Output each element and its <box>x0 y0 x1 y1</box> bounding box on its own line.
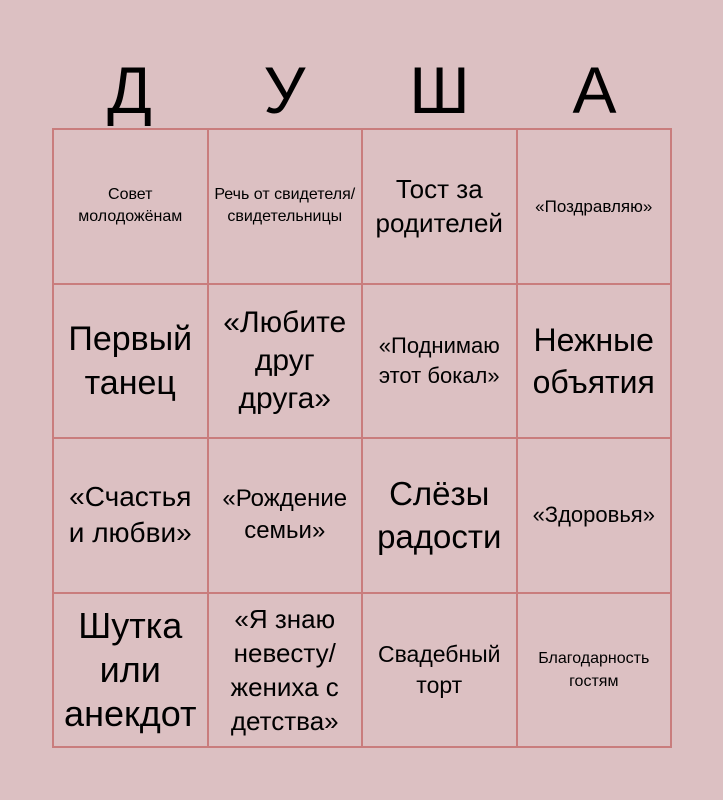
cell-label: Тост за родителей <box>375 174 503 239</box>
bingo-cell[interactable] <box>208 284 363 439</box>
cell-label: «Поздравляю» <box>535 196 653 216</box>
cell-label: Первый танец <box>68 319 193 402</box>
bingo-cell[interactable] <box>362 284 517 439</box>
bingo-cell[interactable] <box>517 438 672 593</box>
cell-label: Совет молодожёнам <box>78 186 183 226</box>
bingo-cell[interactable] <box>517 129 672 284</box>
bingo-cell[interactable] <box>517 593 672 748</box>
bingo-cell[interactable] <box>362 438 517 593</box>
cell-label: Слёзы радости <box>377 475 502 556</box>
cell-label: Нежные объятия <box>532 321 655 400</box>
bingo-cell[interactable] <box>53 284 208 439</box>
cell-label: Шутка или анекдот <box>64 604 197 734</box>
bingo-cell[interactable] <box>208 129 363 284</box>
bingo-cell[interactable] <box>53 129 208 284</box>
cell-label: «Поднимаю этот бокал» <box>378 332 500 388</box>
title-letter: У <box>263 53 306 127</box>
bingo-board <box>52 128 672 748</box>
card-title <box>52 52 672 128</box>
cell-label: Речь от свидетеля/ свидетельницы <box>214 186 356 226</box>
bingo-cell[interactable] <box>208 593 363 748</box>
cell-label: «Рождение семьи» <box>222 485 348 545</box>
title-letter: А <box>572 53 617 127</box>
bingo-cell[interactable] <box>208 438 363 593</box>
bingo-cell[interactable] <box>362 593 517 748</box>
cell-label: «Счастья и любви» <box>68 481 192 549</box>
title-letter: Д <box>107 53 152 127</box>
bingo-cell[interactable] <box>53 438 208 593</box>
bingo-cell[interactable] <box>517 284 672 439</box>
cell-label: «Я знаю невесту/ жениха с детства» <box>230 603 339 736</box>
cell-label: Благодарность гостям <box>538 649 650 690</box>
cell-label: «Здоровья» <box>532 502 655 528</box>
bingo-cell[interactable] <box>362 129 517 284</box>
cell-label: Свадебный торт <box>377 640 501 698</box>
title-letter: Ш <box>409 53 470 127</box>
cell-label: «Любите друг друга» <box>223 305 347 415</box>
bingo-cell[interactable] <box>53 593 208 748</box>
